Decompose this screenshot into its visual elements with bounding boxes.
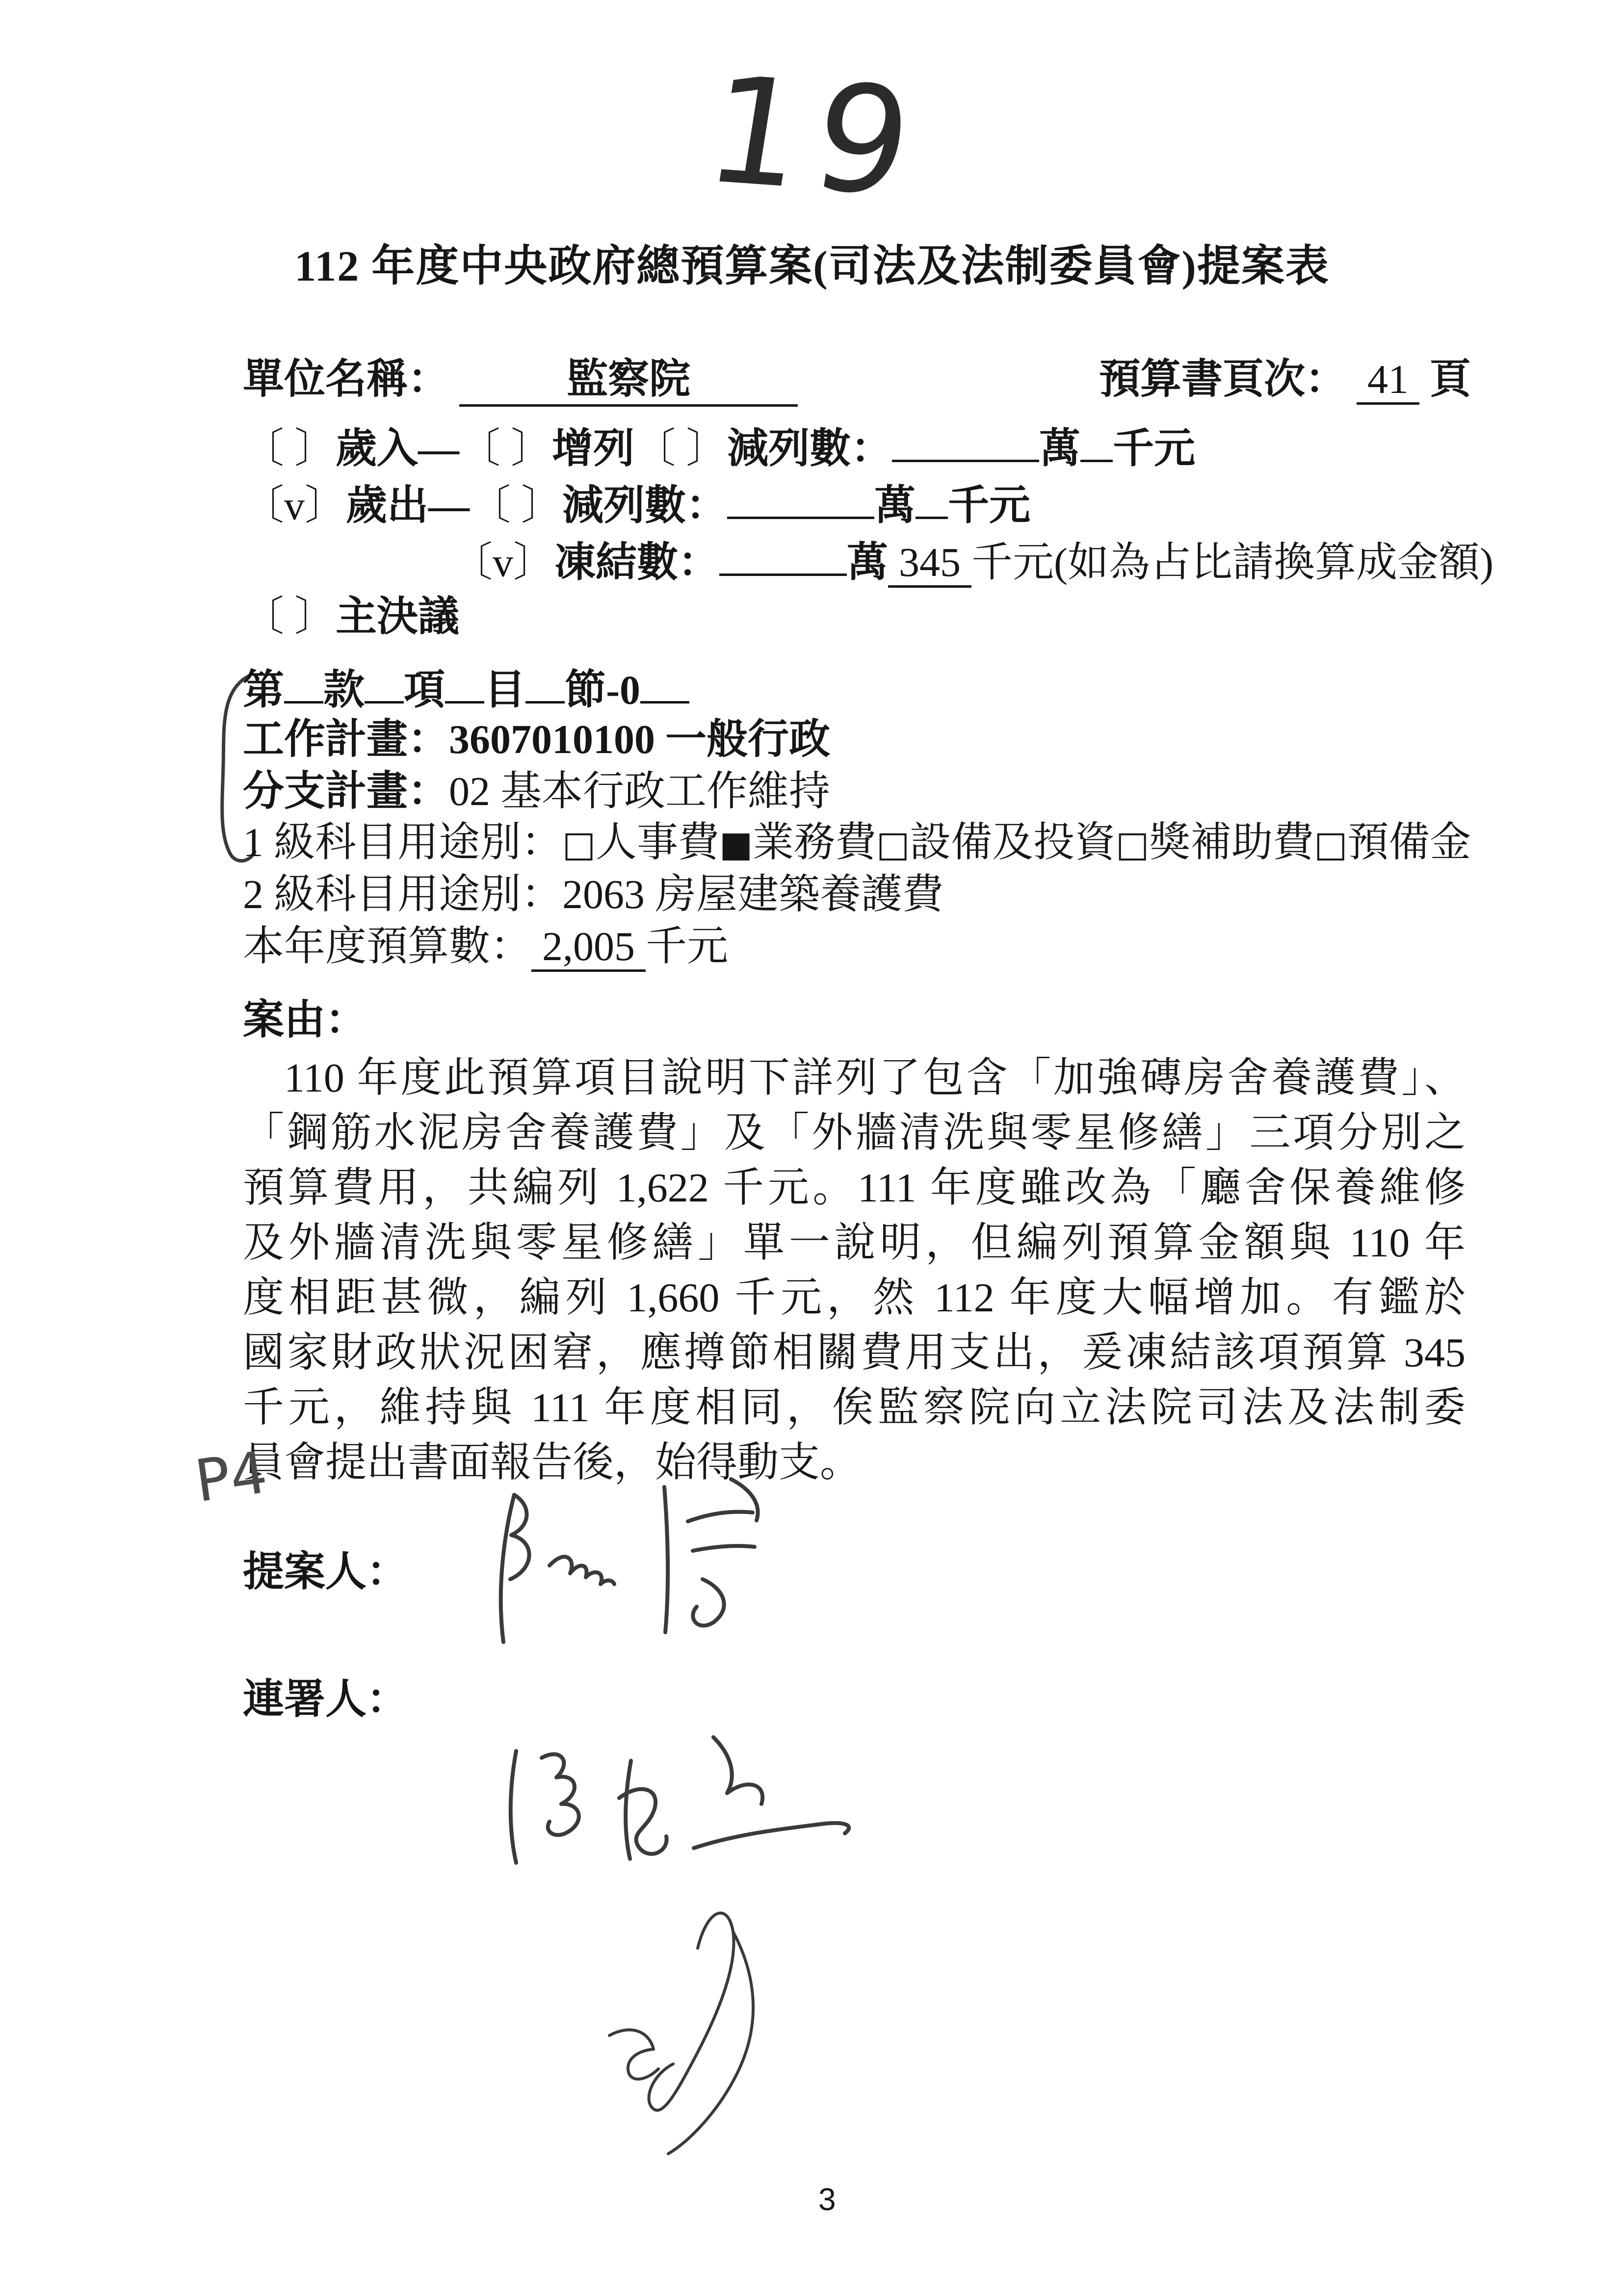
expenditure-thousand-blank — [916, 479, 948, 519]
proposer-signature — [456, 1460, 829, 1656]
current-budget-row — [243, 922, 728, 971]
work-plan-label: 工作計畫： — [243, 717, 449, 762]
level1-subject-row — [243, 818, 1471, 868]
level1-option-operations: 業務費 — [753, 820, 877, 865]
revenue-add-label: 增列 — [552, 426, 635, 472]
case-body-line: 度相距甚微，編列 1,660 千元，然 112 年度大幅增加。有鑑於 — [243, 1275, 1466, 1321]
page-number: 3 — [818, 2182, 836, 2217]
document-title: 112 年度中央政府總預算案(司法及法制委員會)提案表 — [294, 243, 1330, 290]
level1-label: 1 級科目用途別： — [243, 820, 563, 865]
revenue-dash: — — [418, 426, 460, 472]
item-blank-5 — [640, 663, 689, 704]
level1-option-subsidy: 獎補助費 — [1149, 820, 1314, 865]
case-body-line: 110 年度此預算項目說明下詳列了包含「加強磚房舍養護費」、 — [284, 1055, 1466, 1101]
freeze-row — [451, 536, 1493, 587]
item-number-row — [243, 663, 689, 715]
main-resolution-checkbox: 〔 〕 — [243, 594, 336, 640]
checkbox-subsidy-unchecked-icon: □ — [1116, 823, 1150, 864]
current-budget-label: 本年度預算數： — [243, 924, 532, 969]
expenditure-qianyuan: 千元 — [948, 483, 1031, 529]
proposer-label: 提案人： — [243, 1549, 408, 1595]
freeze-label: 凍結數： — [554, 540, 720, 586]
expenditure-row — [243, 479, 1030, 530]
case-heading: 案由： — [243, 997, 367, 1043]
freeze-suffix: 千元(如為占比請換算成金額) — [971, 540, 1493, 586]
work-plan-value: 3607010100 一般行政 — [449, 717, 831, 762]
revenue-checkbox: 〔 〕 — [243, 426, 336, 472]
revenue-wan: 萬 — [1039, 426, 1081, 472]
item-blank-3 — [445, 663, 484, 704]
expenditure-wan: 萬 — [874, 483, 916, 529]
sub-plan-label: 分支計畫： — [243, 769, 449, 814]
unit-name-row — [243, 355, 798, 407]
case-body-line: 員會提出書面報告後，始得動支。 — [243, 1440, 862, 1486]
unit-name-label: 單位名稱： — [243, 357, 449, 402]
budget-page-label: 預算書頁次： — [1099, 357, 1347, 402]
checkbox-reserve-unchecked-icon: □ — [1314, 823, 1348, 864]
level1-option-equipment: 設備及投資 — [910, 820, 1116, 865]
freeze-wan: 萬 — [847, 540, 889, 586]
case-body-line: 「鋼筋水泥房舍養護費」及「外牆清洗與零星修繕」三項分別之 — [243, 1110, 1466, 1156]
main-resolution-label: 主決議 — [336, 594, 460, 640]
margin-annotation: P4 — [191, 1438, 272, 1515]
expenditure-checkbox: 〔v〕 — [243, 483, 346, 529]
item-blank-4 — [525, 663, 565, 704]
freeze-amount-blank — [719, 536, 847, 576]
budget-page-row — [1099, 355, 1471, 404]
current-budget-value: 2,005 — [531, 924, 646, 972]
cosigner-signature-2 — [550, 1886, 844, 2181]
sub-plan-value: 02 基本行政工作維持 — [449, 769, 831, 814]
level2-label: 2 級科目用途別： — [243, 872, 563, 917]
expenditure-label: 歲出 — [346, 483, 429, 529]
cosigner-signature-1 — [481, 1720, 893, 1886]
revenue-add-checkbox: 〔 〕 — [459, 426, 552, 472]
freeze-checkbox: 〔v〕 — [451, 540, 555, 586]
level1-option-reserve: 預備金 — [1347, 820, 1471, 865]
item-kuan: 款 — [323, 667, 365, 713]
revenue-amount-blank — [892, 422, 1039, 462]
revenue-cut-label: 減列數： — [727, 426, 892, 472]
current-budget-unit: 千元 — [646, 924, 729, 969]
level2-value: 2063 房屋建築養護費 — [562, 872, 944, 917]
cosigner-label: 連署人： — [243, 1677, 408, 1722]
level1-option-personnel: 人事費 — [596, 820, 720, 865]
budget-page-unit: 頁 — [1430, 357, 1471, 402]
revenue-cut-checkbox: 〔 〕 — [634, 426, 728, 472]
revenue-qianyuan: 千元 — [1113, 426, 1196, 472]
expenditure-cut-checkbox: 〔 〕 — [470, 483, 563, 529]
case-body-line: 及外牆清洗與零星修繕」單一說明，但編列預算金額與 110 年 — [243, 1220, 1466, 1266]
checkbox-equipment-unchecked-icon: □ — [876, 823, 910, 864]
case-body-line: 預算費用，共編列 1,622 千元。111 年度雖改為「廳舍保養維修 — [243, 1165, 1466, 1211]
main-resolution-row — [243, 593, 459, 642]
level2-subject-row — [243, 870, 943, 919]
unit-name-value: 監察院 — [459, 355, 798, 407]
item-jie: 節-0 — [565, 667, 641, 713]
expenditure-amount-blank — [727, 479, 874, 519]
item-mu: 目 — [484, 667, 526, 713]
handwritten-number-19: 19 — [696, 45, 935, 230]
checkbox-personnel-unchecked-icon: □ — [562, 823, 596, 864]
revenue-label: 歲入 — [336, 426, 419, 472]
expenditure-cut-label: 減列數： — [562, 483, 728, 529]
item-di: 第 — [243, 667, 285, 713]
budget-page-value: 41 — [1357, 357, 1419, 405]
sub-plan-row — [243, 767, 830, 816]
freeze-value: 345 — [888, 540, 971, 588]
item-blank-2 — [365, 663, 404, 704]
expenditure-dash: — — [428, 483, 470, 529]
checkbox-operations-checked-icon: ■ — [719, 823, 753, 864]
revenue-thousand-blank — [1080, 422, 1113, 462]
case-body-line: 國家財政狀況困窘，應撙節相關費用支出，爰凍結該項預算 345 — [243, 1330, 1466, 1376]
item-xiang: 項 — [404, 667, 445, 713]
revenue-row — [243, 422, 1195, 473]
item-blank-1 — [284, 663, 323, 704]
work-plan-row — [243, 715, 830, 764]
case-body-line: 千元，維持與 111 年度相同，俟監察院向立法院司法及法制委 — [243, 1385, 1466, 1431]
